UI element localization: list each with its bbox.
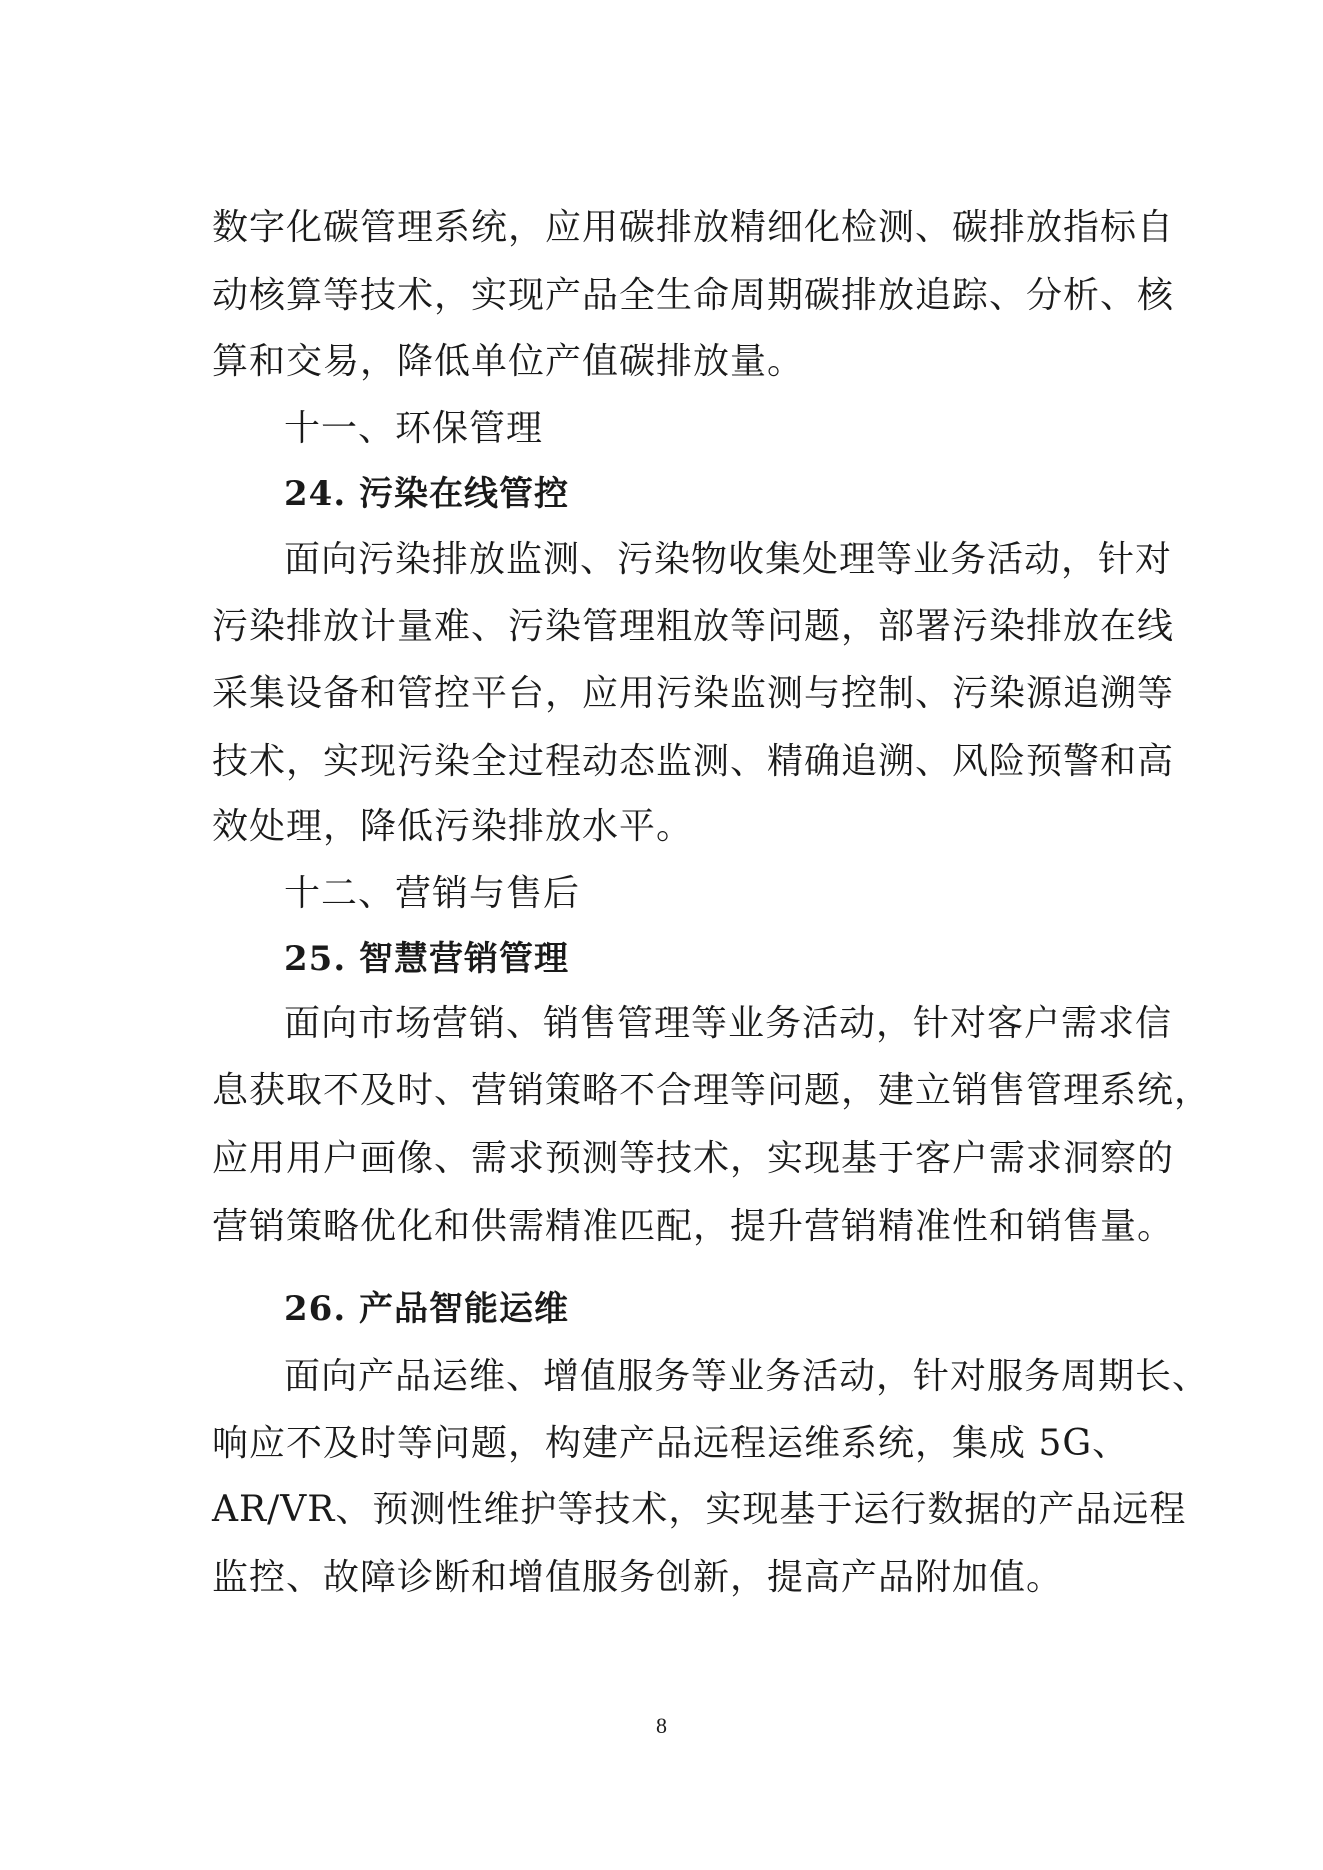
intro-line-2: 动核算等技术，实现产品全生命周期碳排放追踪、分析、核 <box>212 275 1175 316</box>
section-12-title: 十二、营销与售后 <box>284 873 581 914</box>
item-24-line-1: 面向污染排放监测、污染物收集处理等业务活动，针对 <box>284 539 1173 580</box>
intro-line-3: 算和交易，降低单位产值碳排放量。 <box>212 341 805 382</box>
item-26-line-3: AR/VR、预测性维护等技术，实现基于运行数据的产品远程 <box>212 1489 1187 1530</box>
item-26-line-1: 面向产品运维、增值服务等业务活动，针对服务周期长、 <box>284 1356 1210 1397</box>
item-25-line-4: 营销策略优化和供需精准匹配，提升营销精准性和销售量。 <box>212 1206 1175 1247</box>
item-25-line-2: 息获取不及时、营销策略不合理等问题，建立销售管理系统， <box>212 1070 1212 1111</box>
page-number: 8 <box>656 1713 667 1738</box>
item-24-line-3: 采集设备和管控平台，应用污染监测与控制、污染源追溯等 <box>212 673 1175 714</box>
intro-line-1: 数字化碳管理系统，应用碳排放精细化检测、碳排放指标自 <box>212 207 1175 248</box>
item-26-line-2: 响应不及时等问题，构建产品远程运维系统，集成 5G、 <box>212 1423 1130 1464</box>
item-26-line-4: 监控、故障诊断和增值服务创新，提高产品附加值。 <box>212 1557 1064 1598</box>
item-24-line-4: 技术，实现污染全过程动态监测、精确追溯、风险预警和高 <box>212 741 1175 782</box>
item-24-line-5: 效处理，降低污染排放水平。 <box>212 806 694 847</box>
item-26-title: 26. 产品智能运维 <box>284 1289 569 1329</box>
item-25-line-3: 应用用户画像、需求预测等技术，实现基于客户需求洞察的 <box>212 1138 1175 1179</box>
item-24-line-2: 污染排放计量难、污染管理粗放等问题，部署污染排放在线 <box>212 606 1175 647</box>
item-24-title: 24. 污染在线管控 <box>284 474 569 514</box>
section-11-title: 十一、环保管理 <box>284 408 544 449</box>
item-25-title: 25. 智慧营销管理 <box>284 939 569 979</box>
item-25-line-1: 面向市场营销、销售管理等业务活动，针对客户需求信 <box>284 1003 1173 1044</box>
